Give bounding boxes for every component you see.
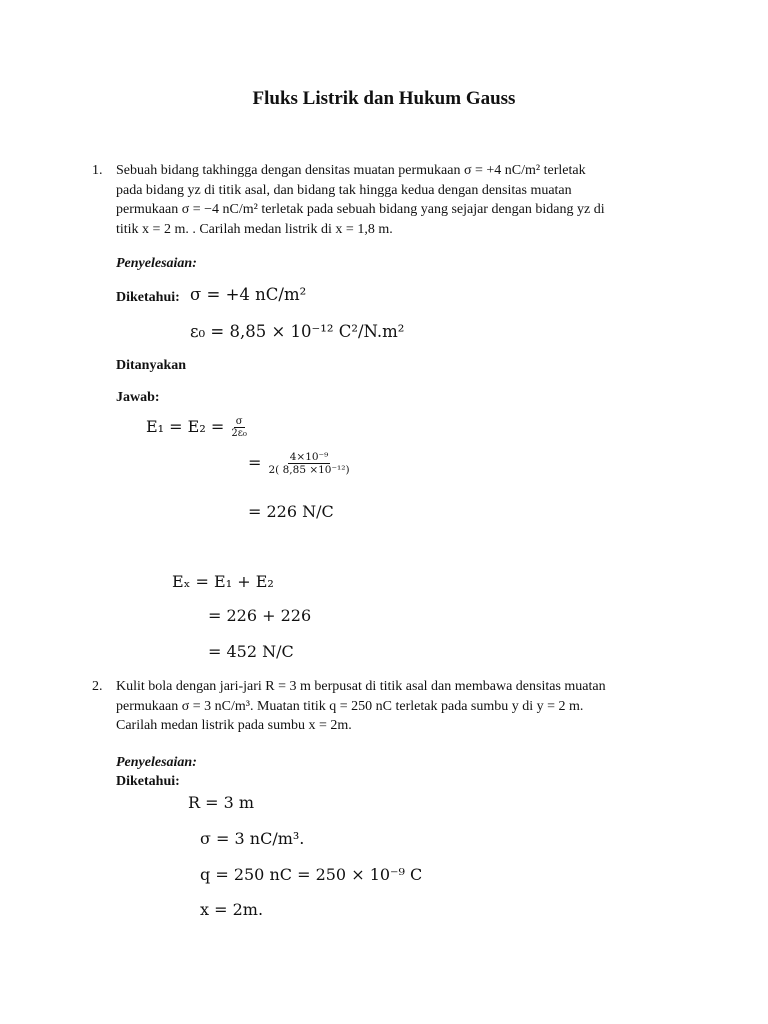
problem-2-line-1: Kulit bola dengan jari-jari R = 3 m berpusat di titik asal dan membawa densitas muatan: [116, 679, 606, 694]
equation-field-substitution: = $\frac{\text{4×10⁻⁹}}{\text{2( 8,85 ×10⁻¹²)}}$: [248, 451, 350, 476]
equation-field-formula: [146, 416, 249, 439]
problem-1-solution-label: Penyelesaian:: [116, 256, 197, 271]
equation-field-denominator: 2ε₀: [231, 428, 247, 439]
equation-total-result: = 452 N/C: [208, 642, 294, 661]
problem-2-known-sigma: σ = 3 nC/m³.: [200, 829, 305, 848]
problem-2-solution-label: Penyelesaian:: [116, 755, 197, 770]
problem-2-line-3: Carilah medan listrik pada sumbu x = 2m.: [116, 718, 352, 733]
problem-2-known-radius: R = 3 m: [188, 793, 255, 812]
problem-1-answer-label: Jawab:: [116, 390, 160, 405]
problem-1-line-2: pada bidang yz di titik asal, dan bidang tak hingga kedua dengan densitas muatan: [116, 182, 572, 198]
equation-field-lhs: E₁ = E₂ =: [146, 417, 225, 436]
equation-field-numerator: σ: [235, 416, 243, 427]
problem-1-number: 1.: [92, 163, 103, 178]
problem-1-line-1: Sebuah bidang takhingga dengan densitas muatan permukaan σ = +4 nC/m² terletak: [116, 163, 586, 178]
substitution-denominator: 2( 8,85 ×10⁻¹²): [268, 464, 350, 476]
equation-field-result: = 226 N/C: [248, 502, 334, 521]
equation-total-sum: = 226 + 226: [208, 606, 312, 625]
problem-1-line-3: permukaan σ = −4 nC/m² terletak pada sebuah bidang yang sejajar dengan bidang yz di: [116, 202, 605, 217]
problem-1-known-epsilon: ε₀ = 8,85 × 10⁻¹² C²/N.m²: [190, 322, 405, 341]
substitution-numerator: 4×10⁻⁹: [289, 451, 329, 463]
equation-total-field: Eₓ = E₁ + E₂: [172, 572, 274, 591]
problem-2-known-label: Diketahui:: [116, 774, 180, 789]
document-title: Fluks Listrik dan Hukum Gauss: [252, 88, 516, 109]
problem-1-known-sigma: σ = +4 nC/m²: [190, 285, 307, 304]
problem-2-number: 2.: [92, 679, 103, 694]
problem-2-known-x: x = 2m.: [200, 900, 264, 919]
problem-2-line-2: permukaan σ = 3 nC/m³. Muatan titik q = 250 nC terletak pada sumbu y di y = 2 m.: [116, 698, 584, 714]
problem-2-statement: [116, 677, 675, 736]
problem-2-known-charge: q = 250 nC = 250 × 10⁻⁹ C: [200, 865, 423, 884]
problem-1-asked-label: Ditanyakan: [116, 358, 187, 373]
problem-1-known-label: Diketahui:: [116, 290, 180, 305]
problem-1-line-4: titik x = 2 m. . Carilah medan listrik di x = 1,8 m.: [116, 221, 393, 237]
problem-1-statement: [116, 161, 675, 239]
